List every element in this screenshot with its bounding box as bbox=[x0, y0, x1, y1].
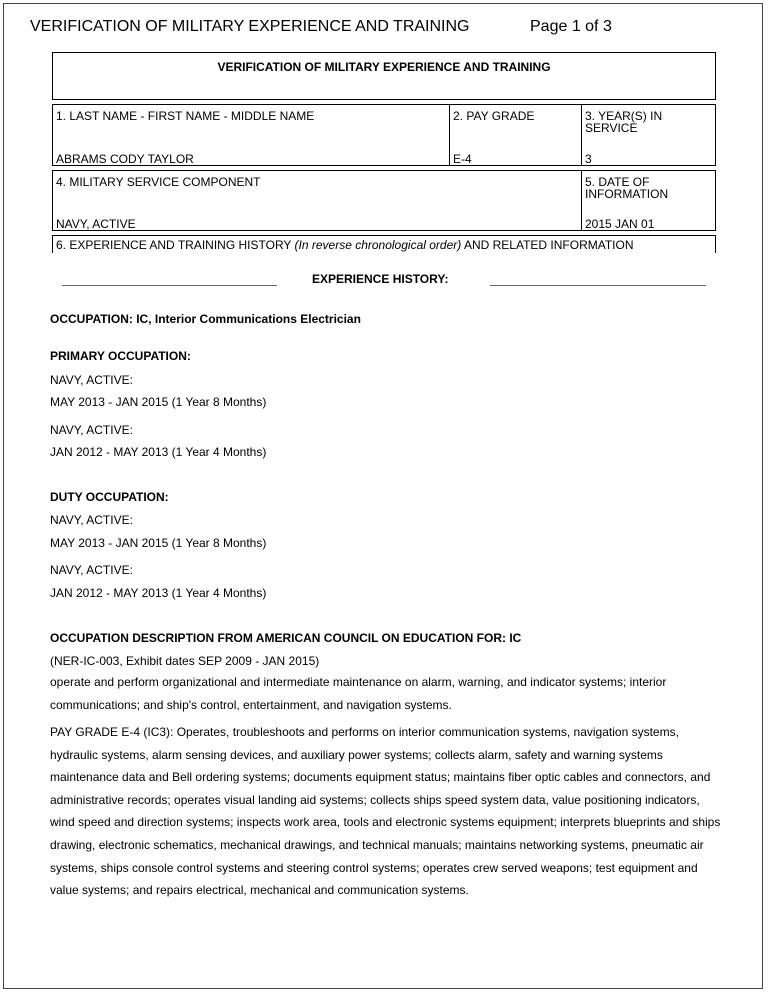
history-label-start: 6. EXPERIENCE AND TRAINING HISTORY bbox=[56, 238, 295, 252]
duty-entry-period: JAN 2012 - MAY 2013 (1 Year 4 Months) bbox=[50, 586, 267, 600]
divider bbox=[581, 171, 582, 230]
name-label: 1. LAST NAME - FIRST NAME - MIDDLE NAME bbox=[56, 109, 315, 123]
row-history bbox=[52, 235, 716, 253]
pay-grade-label: 2. PAY GRADE bbox=[453, 109, 535, 123]
component-value: NAVY, ACTIVE bbox=[56, 217, 136, 231]
divider bbox=[581, 105, 582, 165]
duty-entry-component: NAVY, ACTIVE: bbox=[50, 563, 133, 577]
duty-occupation-heading: DUTY OCCUPATION: bbox=[50, 490, 169, 504]
divider bbox=[449, 105, 450, 165]
pay-grade-description: PAY GRADE E-4 (IC3): Operates, troubleshoots and performs on interior communication systems, navigation systems, hydraulic systems, alarm sensing devices, and auxiliary power systems; collects alarm, safety and warning systems maintenance data and Bell ordering systems; documents equipment status; maintains fiber optic cables and connectors, and administrative records; operates visual landing aid systems; collects ships speed system data, value positioning indicators, wind speed and direction systems; inspects work area, tools and electronic systems equipment; interprets blueprints and ships drawing, electronic schematics, mechanical drawings, and technical manuals; maintains networking systems, pneumatic air systems, ships console control systems and steering control systems; operates crew served weapons; test equipment and value systems; and repairs electrical, mechanical and communication systems. bbox=[50, 725, 721, 898]
component-label: 4. MILITARY SERVICE COMPONENT bbox=[56, 175, 261, 189]
description-summary: operate and perform organizational and intermediate maintenance on alarm, warning, and indicator systems; interior communications; and ship's control, entertainment, and navigation systems. bbox=[50, 675, 667, 712]
row-name-pay-years bbox=[52, 104, 716, 166]
description-heading: OCCUPATION DESCRIPTION FROM AMERICAN COUNCIL ON EDUCATION FOR: IC bbox=[50, 631, 522, 645]
pay-grade-value: E-4 bbox=[453, 152, 472, 166]
form-title-box bbox=[52, 52, 716, 100]
duty-entry-period: MAY 2013 - JAN 2015 (1 Year 8 Months) bbox=[50, 536, 267, 550]
years-label-line2: SERVICE bbox=[585, 121, 638, 135]
page-number: Page 1 of 3 bbox=[530, 18, 612, 35]
primary-entry-component: NAVY, ACTIVE: bbox=[50, 423, 133, 437]
date-label-line1: 5. DATE OF bbox=[585, 175, 650, 189]
primary-occupation-heading: PRIMARY OCCUPATION: bbox=[50, 349, 191, 363]
name-value: ABRAMS CODY TAYLOR bbox=[56, 152, 194, 166]
document-header-title: VERIFICATION OF MILITARY EXPERIENCE AND TRAINING bbox=[30, 18, 470, 35]
experience-heading: EXPERIENCE HISTORY: bbox=[312, 272, 449, 286]
primary-entry-component: NAVY, ACTIVE: bbox=[50, 373, 133, 387]
date-value: 2015 JAN 01 bbox=[585, 217, 655, 231]
heading-rule-left bbox=[62, 285, 277, 286]
primary-entry-period: JAN 2012 - MAY 2013 (1 Year 4 Months) bbox=[50, 445, 267, 459]
primary-entry-period: MAY 2013 - JAN 2015 (1 Year 8 Months) bbox=[50, 395, 267, 409]
description-reference: (NER-IC-003, Exhibit dates SEP 2009 - JAN 2015) bbox=[50, 654, 320, 668]
date-label-line2: INFORMATION bbox=[585, 187, 669, 201]
years-value: 3 bbox=[585, 152, 592, 166]
years-label-line1: 3. YEAR(S) IN bbox=[585, 109, 663, 123]
occupation-title: OCCUPATION: IC, Interior Communications Electrician bbox=[50, 312, 361, 326]
heading-rule-right bbox=[490, 285, 706, 286]
row-component-date bbox=[52, 170, 716, 231]
history-label-end: AND RELATED INFORMATION bbox=[461, 238, 634, 252]
duty-entry-component: NAVY, ACTIVE: bbox=[50, 513, 133, 527]
form-title: VERIFICATION OF MILITARY EXPERIENCE AND TRAINING bbox=[217, 60, 551, 74]
history-label-italic: (In reverse chronological order) bbox=[294, 238, 462, 252]
history-label bbox=[56, 239, 634, 252]
